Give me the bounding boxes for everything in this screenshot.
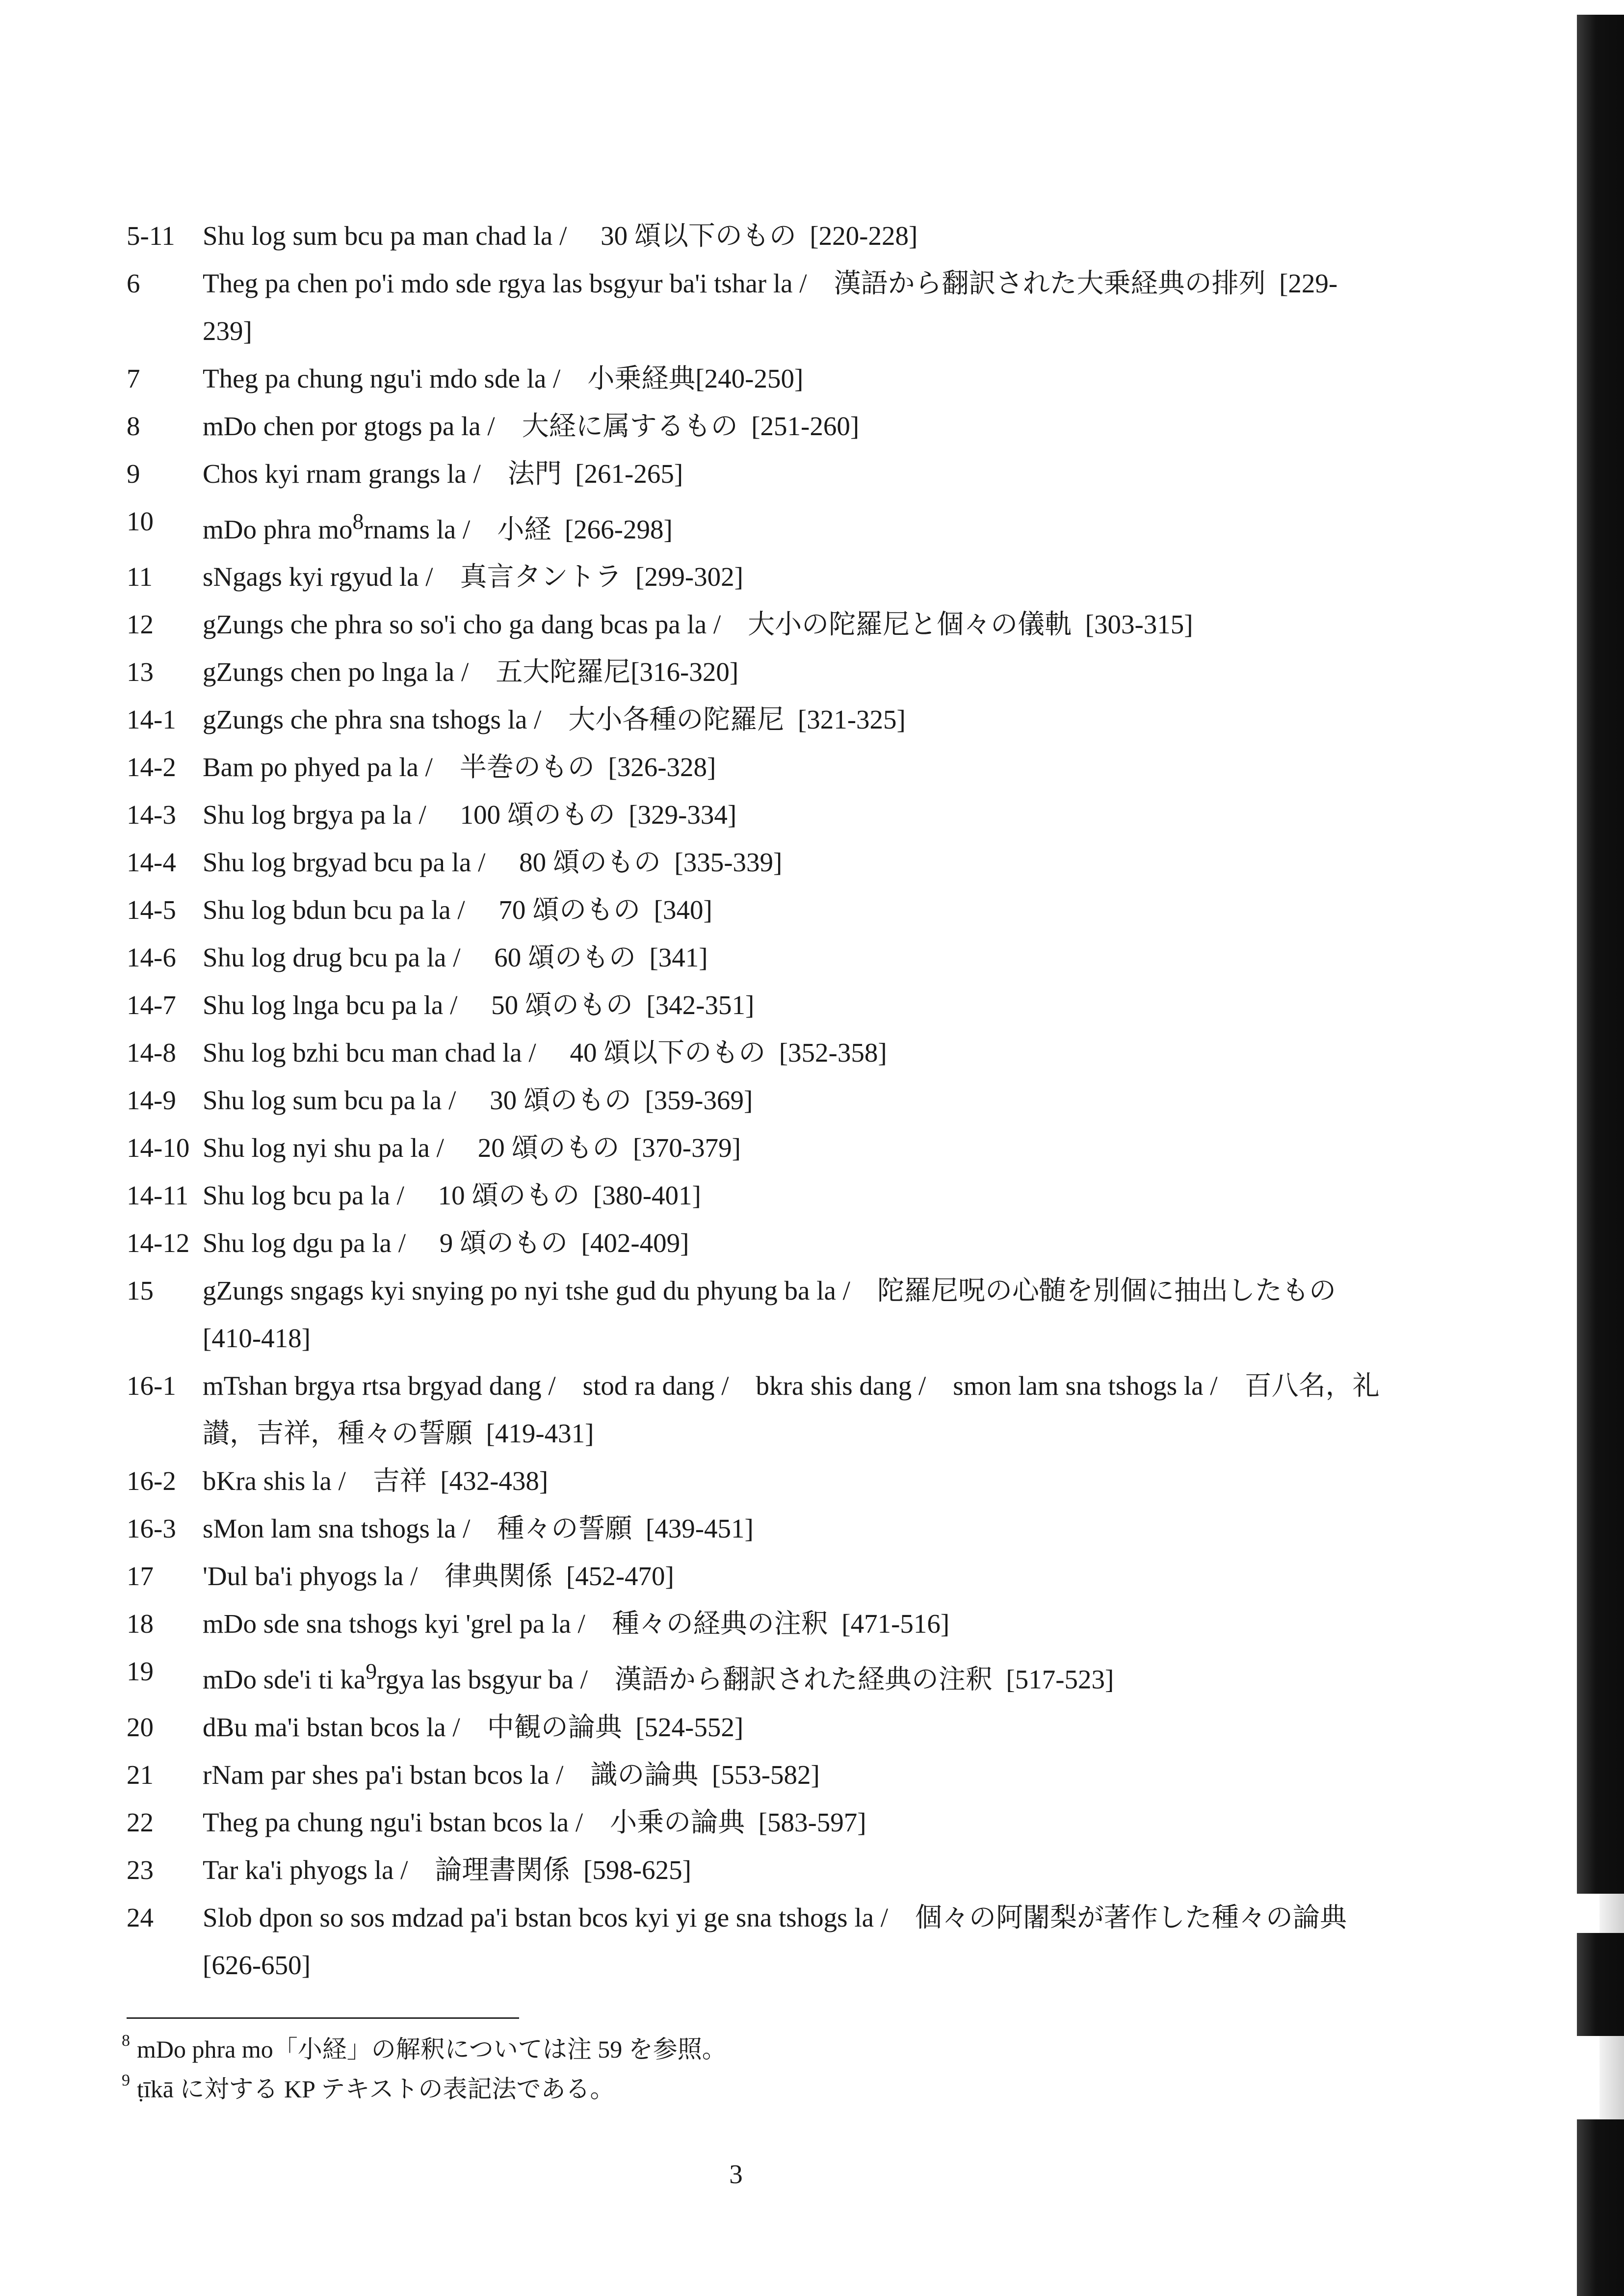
entry-text: Bam po phyed pa la / 半巻のもの [326-328] <box>203 752 716 783</box>
entry-number: 23 <box>127 1854 154 1885</box>
entry-text: Slob dpon so sos mdzad pa'i bstan bcos kyi yi ge sna tshogs la / 個々の阿闍梨が著作した種々の論典 [626-650] <box>203 1902 1361 1980</box>
list-item <box>127 1846 1383 1894</box>
entry-text: Shu log sum bcu pa man chad la / 30 頌以下のもの [220-228] <box>203 221 918 251</box>
entry-text: Theg pa chung ngu'i mdo sde la / 小乗経典[240-250] <box>203 364 804 393</box>
entry-text-after-footnote: rgya las bsgyur ba / 漢語から翻訳された経典の注釈 [517-523] <box>377 1664 1114 1695</box>
entry-text: Shu log nyi shu pa la / 20 頌のもの [370-379] <box>203 1133 741 1163</box>
entry-number: 9 <box>127 459 140 489</box>
entry-number: 21 <box>127 1759 154 1790</box>
entry-text: Shu log bcu pa la / 10 頌のもの [380-401] <box>203 1180 701 1211</box>
entry-text: Theg pa chen po'i mdo sde rgya las bsgyur ba'i tshar la / 漢語から翻訳された大乗経典の排列 [229-239] <box>203 268 1338 346</box>
footnote-mark: 8 <box>122 2032 130 2050</box>
entry-text: mDo chen por gtogs pa la / 大経に属するもの [251-260] <box>203 411 860 441</box>
entry-text: dBu ma'i bstan bcos la / 中観の論典 [524-552] <box>203 1712 744 1742</box>
entry-number: 14-10 <box>127 1133 190 1163</box>
entry-number: 10 <box>127 506 154 536</box>
entry-number: 14-4 <box>127 847 176 878</box>
entry-number: 12 <box>127 609 154 640</box>
list-item <box>127 402 1383 450</box>
entry-number: 6 <box>127 268 140 298</box>
footnotes <box>122 2025 1299 2105</box>
entry-number: 5-11 <box>127 221 175 251</box>
entry-text: Shu log bzhi bcu man chad la / 40 頌以下のもの [352-358] <box>203 1038 887 1068</box>
entry-number: 16-3 <box>127 1513 176 1544</box>
entry-text-before-footnote: mDo phra mo <box>203 514 353 545</box>
entry-number: 7 <box>127 364 140 393</box>
list-item <box>127 981 1383 1029</box>
entry-number: 16-1 <box>127 1371 176 1401</box>
scan-edge-shadow <box>1577 2119 1624 2296</box>
entry-text: Chos kyi rnam grangs la / 法門 [261-265] <box>203 459 683 489</box>
entry-text: Shu log dgu pa la / 9 頌のもの [402-409] <box>203 1228 689 1258</box>
footnote-reference: 9 <box>366 1659 377 1684</box>
entry-text <box>203 1647 1383 1703</box>
entry-number: 18 <box>127 1609 154 1639</box>
entry-text: bKra shis la / 吉祥 [432-438] <box>203 1466 549 1496</box>
list-item <box>127 1362 1383 1457</box>
list-item <box>127 1219 1383 1267</box>
footnote-reference: 8 <box>352 509 364 534</box>
footnote-mark: 9 <box>122 2071 130 2089</box>
entry-text: Theg pa chung ngu'i bstan bcos la / 小乗の論典 [583-597] <box>203 1807 866 1837</box>
list-item <box>127 1751 1383 1799</box>
list-item <box>127 1267 1383 1362</box>
list-item <box>127 1552 1383 1600</box>
list-item <box>127 1647 1383 1703</box>
entry-number: 19 <box>127 1656 154 1687</box>
entry-text: Shu log brgyad bcu pa la / 80 頌のもの [335-339] <box>203 847 783 878</box>
list-item <box>127 212 1383 260</box>
list-item <box>127 497 1383 553</box>
list-item <box>127 1172 1383 1219</box>
scan-edge-shadow <box>1577 15 1624 1894</box>
footnote-text: ṭīkā に対する KP テキストの表記法である。 <box>137 2075 615 2103</box>
entry-text: 'Dul ba'i phyogs la / 律典関係 [452-470] <box>203 1561 674 1592</box>
entry-text: sMon lam sna tshogs la / 種々の誓願 [439-451] <box>203 1513 754 1544</box>
entry-number: 14-7 <box>127 990 176 1020</box>
list-item <box>127 450 1383 497</box>
list-item <box>127 553 1383 600</box>
list-item <box>127 355 1383 402</box>
list-item <box>127 648 1383 696</box>
entry-text: gZungs sngags kyi snying po nyi tshe gud du phyung ba la / 陀羅尼呪の心髄を別個に抽出したもの [410-418] <box>203 1276 1350 1354</box>
entry-number: 14-9 <box>127 1085 176 1116</box>
list-item <box>127 791 1383 838</box>
entry-text: gZungs che phra sna tshogs la / 大小各種の陀羅尼 [321-325] <box>203 704 906 735</box>
list-item <box>127 1076 1383 1124</box>
entry-number: 13 <box>127 657 154 687</box>
list-item <box>127 1799 1383 1846</box>
list-item <box>127 838 1383 886</box>
entry-number: 14-5 <box>127 895 176 925</box>
entry-text-before-footnote: mDo sde'i ti ka <box>203 1664 366 1695</box>
list-item <box>127 1505 1383 1552</box>
entry-number: 15 <box>127 1276 154 1306</box>
entry-number: 22 <box>127 1807 154 1837</box>
entry-text: sNgags kyi rgyud la / 真言タントラ [299-302] <box>203 562 743 592</box>
entry-number: 14-2 <box>127 752 176 783</box>
list-item <box>127 1600 1383 1647</box>
entry-text: mDo sde sna tshogs kyi 'grel pa la / 種々の経典の注釈 [471-516] <box>203 1609 950 1639</box>
entry-text: Tar ka'i phyogs la / 論理書関係 [598-625] <box>203 1854 691 1885</box>
entry-number: 20 <box>127 1712 154 1742</box>
list-item <box>127 886 1383 934</box>
entry-number: 8 <box>127 411 140 441</box>
entry-text <box>203 497 1383 553</box>
list-item <box>127 1703 1383 1751</box>
entry-text-after-footnote: rnams la / 小経 [266-298] <box>364 514 673 545</box>
list-item <box>127 1457 1383 1505</box>
entry-text: gZungs che phra so so'i cho ga dang bcas pa la / 大小の陀羅尼と個々の儀軌 [303-315] <box>203 609 1193 640</box>
entry-number: 14-6 <box>127 942 176 973</box>
list-item <box>127 260 1383 355</box>
entry-text: Shu log lnga bcu pa la / 50 頌のもの [342-351] <box>203 990 755 1020</box>
footnote-8 <box>122 2025 1299 2065</box>
scan-edge-shadow <box>1577 1933 1624 2036</box>
entry-number: 14-3 <box>127 800 176 830</box>
entry-text: gZungs chen po lnga la / 五大陀羅尼[316-320] <box>203 657 739 687</box>
entry-text: mTshan brgya rtsa brgyad dang / stod ra dang / bkra shis dang / smon lam sna tshogs la / 百八名，礼讃，吉祥，種々の誓願 [419-431] <box>203 1371 1380 1449</box>
list-item <box>127 934 1383 981</box>
entry-number: 11 <box>127 562 153 592</box>
entry-text: Shu log drug bcu pa la / 60 頌のもの [341] <box>203 942 708 973</box>
footnote-text: mDo phra mo「小経」の解釈については注 59 を参照。 <box>137 2035 727 2063</box>
entry-number: 16-2 <box>127 1466 176 1496</box>
entry-number: 14-12 <box>127 1228 190 1258</box>
entry-text: Shu log sum bcu pa la / 30 頌のもの [359-369] <box>203 1085 753 1116</box>
list-item <box>127 1124 1383 1172</box>
list-item <box>127 600 1383 648</box>
contents-list <box>127 212 1383 1989</box>
entry-number: 14-1 <box>127 704 176 735</box>
list-item <box>127 743 1383 791</box>
entry-text: Shu log bdun bcu pa la / 70 頌のもの [340] <box>203 895 712 925</box>
entry-text: Shu log brgya pa la / 100 頌のもの [329-334] <box>203 800 737 830</box>
entry-number: 14-8 <box>127 1038 176 1068</box>
footnote-divider <box>127 2017 519 2019</box>
footnote-9 <box>122 2065 1299 2105</box>
list-item <box>127 1894 1383 1989</box>
entry-number: 14-11 <box>127 1180 189 1211</box>
entry-number: 24 <box>127 1902 154 1932</box>
list-item <box>127 1029 1383 1076</box>
page-number: 3 <box>729 2159 743 2189</box>
entry-text: rNam par shes pa'i bstan bcos la / 識の論典 [553-582] <box>203 1759 820 1790</box>
list-item <box>127 696 1383 743</box>
entry-number: 17 <box>127 1561 154 1592</box>
